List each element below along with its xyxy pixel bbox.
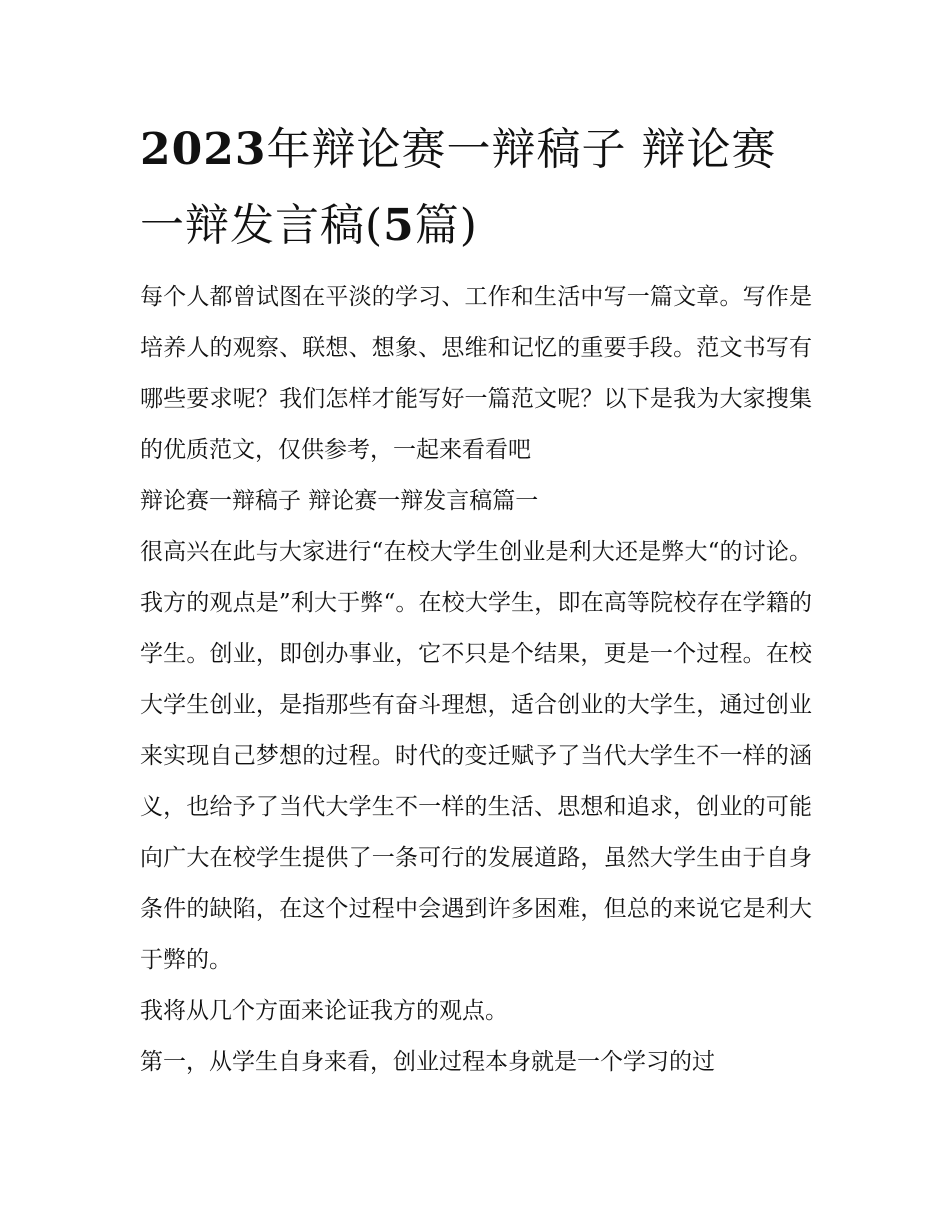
body-paragraph: 我将从几个方面来论证我方的观点。 (140, 998, 508, 1024)
body-paragraph: 很高兴在此与大家进行“在校大学生创业是利大还是弊大“的讨论。我方的观点是”利大于弊“。在校大学生，即在高等院校存在学籍的学生。创业，即创办事业，它不只是个结果，更是一个过程。在校大学生创业，是指那些有奋斗理想，适合创业的大学生，通过创业来实现自己梦想的过程。时代的变迁赋予了当代大学生不一样的涵义，也给予了当代大学生不一样的生活、思想和追求，创业的可能向广大在校学生提供了一条可行的发展道路，虽然大学生由于自身条件的缺陷，在这个过程中会遇到许多困难，但总的来说它是利大于弊的。 (140, 539, 812, 973)
title-end: 篇) (414, 200, 478, 251)
title-main: 年辩论赛一辩稿子 辩论赛一辩发言稿( (140, 124, 777, 251)
document-body (140, 272, 812, 1088)
body-paragraph: 第一，从学生自身来看，创业过程本身就是一个学习的过 (140, 1049, 715, 1075)
title-count: 5 (383, 200, 415, 251)
document-title (140, 112, 820, 264)
section-heading: 辩论赛一辩稿子 辩论赛一辩发言稿篇一 (140, 488, 539, 514)
title-year: 2023 (140, 124, 267, 175)
intro-paragraph: 每个人都曾试图在平淡的学习、工作和生活中写一篇文章。写作是培养人的观察、联想、想象、思维和记忆的重要手段。范文书写有哪些要求呢？我们怎样才能写好一篇范文呢？以下是我为大家搜集的优质范文，仅供参考，一起来看看吧 (140, 284, 812, 463)
